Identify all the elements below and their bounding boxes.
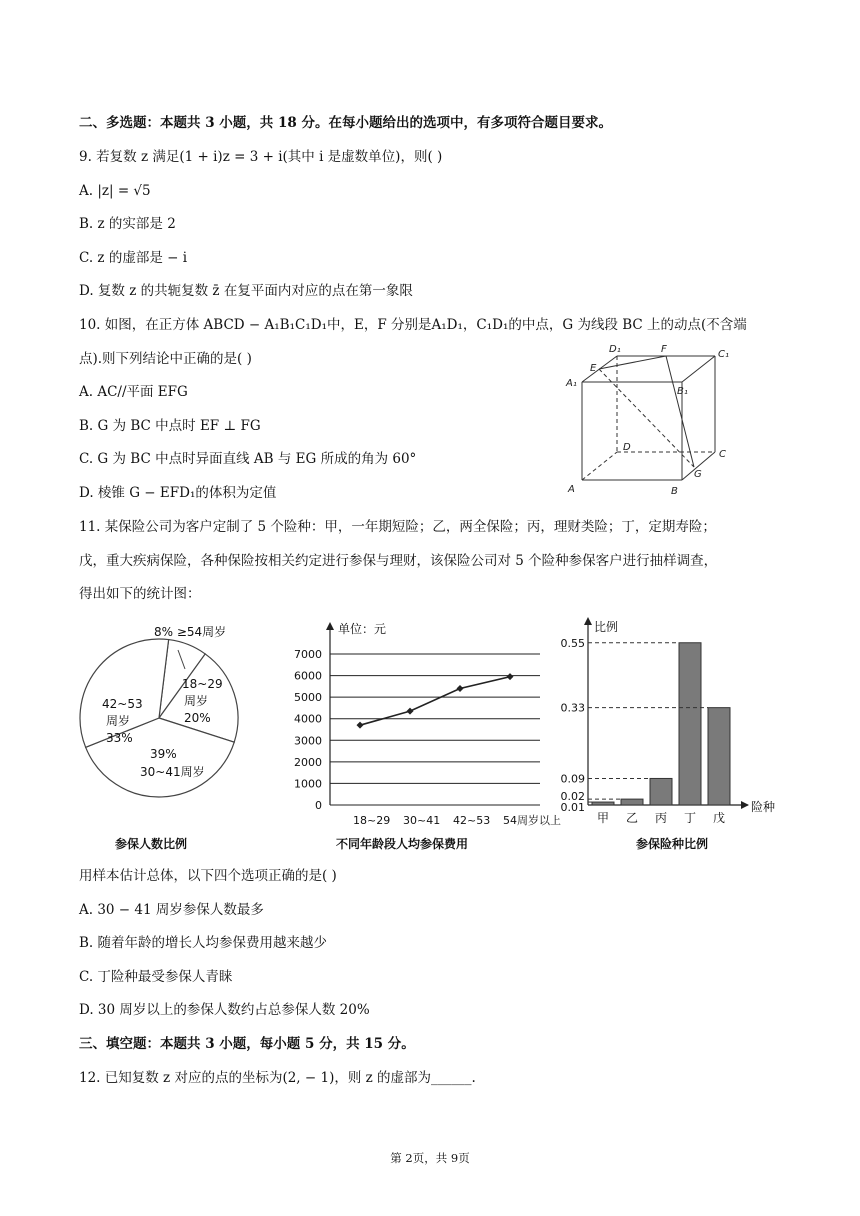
pie-label-30-41: 30~41周岁	[140, 765, 205, 779]
pie-label-54plus: 8% ≥54周岁	[154, 625, 227, 639]
bar-y-arrow	[584, 617, 592, 625]
cube-label-c1: C₁	[718, 349, 729, 360]
bar-x-arrow	[741, 801, 749, 809]
bar-x-tick-label: 丁	[683, 811, 697, 825]
q11-stem-line2: 戊，重大疾病保险，各种保险按相关约定进行参保与理财，该保险公司对 5 个险种参保客户进行抽样调查，	[79, 553, 718, 569]
q9-option-c: C. z 的虚部是 − i	[79, 250, 188, 266]
q11-option-c: C. 丁险种最受参保人青睐	[79, 969, 233, 985]
cube-label-a: A	[568, 484, 575, 495]
line-y-tick-label: 1000	[294, 777, 322, 791]
cube-label-d: D	[623, 442, 631, 453]
line-x-tick-label: 18~29	[353, 814, 391, 827]
bar-x-tick-label: 丙	[654, 811, 668, 825]
q12-stem: 12. 已知复数 z 对应的点的坐标为(2, − 1)，则 z 的虚部为______.	[79, 1070, 476, 1086]
pie-chart	[80, 618, 250, 818]
line-series	[360, 677, 510, 726]
cube-label-b1: B₁	[677, 386, 688, 397]
pie-chart-caption: 参保人数比例	[115, 837, 188, 851]
q9-option-b: B. z 的实部是 2	[79, 216, 176, 232]
pie-pct-18-29: 20%	[184, 711, 211, 725]
q11-option-d: D. 30 周岁以上的参保人数约占总参保人数 20%	[79, 1002, 370, 1018]
pie-label-42-53-unit: 周岁	[106, 714, 131, 728]
line-x-tick-label: 42~53	[453, 814, 491, 827]
q10-option-b: B. G 为 BC 中点时 EF ⊥ FG	[79, 418, 261, 434]
bar-x-tick-label: 乙	[625, 811, 639, 825]
q9-option-a: A. |z| = √5	[79, 183, 151, 199]
section-heading-fill-in: 三、填空题：本题共 3 小题，每小题 5 分，共 15 分。	[79, 1036, 415, 1052]
q11-option-a: A. 30 − 41 周岁参保人数最多	[79, 902, 264, 918]
q10-option-c: C. G 为 BC 中点时异面直线 AB 与 EG 所成的角为 60°	[79, 451, 417, 467]
section-heading-multiple-choice: 二、多选题：本题共 3 小题，共 18 分。在每小题给出的选项中，有多项符合题目要求。	[79, 115, 612, 131]
cube-label-c: C	[719, 449, 726, 460]
line-y-unit-label: 单位：元	[338, 622, 387, 636]
cube-label-g: G	[694, 469, 702, 480]
page-footer: 第 2页，共 9页	[390, 1151, 470, 1165]
bar-y-tick-label: 0.55	[560, 636, 585, 650]
line-point	[457, 685, 464, 692]
line-y-tick-label: 3000	[294, 734, 322, 748]
cube-label-a1: A₁	[566, 378, 577, 389]
q9-stem: 9. 若复数 z 满足(1 + i)z = 3 + i(其中 i 是虚数单位)，则( )	[79, 149, 443, 165]
bar-甲	[592, 802, 614, 805]
line-y-tick-label: 0	[315, 799, 322, 812]
line-y-arrow	[326, 622, 334, 630]
bar-y-tick-label: 0.33	[560, 701, 585, 715]
q11-stem-line1: 11. 某保险公司为客户定制了 5 个险种：甲，一年期短险；乙，两全保险；丙，理财类险；丁，定期寿险；	[79, 519, 716, 535]
line-y-tick-label: 2000	[294, 755, 322, 769]
pie-label-18-29-unit: 周岁	[184, 694, 209, 708]
line-point	[507, 673, 514, 680]
pie-pct-30-41: 39%	[150, 747, 177, 761]
cube-diagram	[560, 340, 740, 500]
line-x-tick-label: 30~41	[403, 814, 441, 827]
pie-label-42-53: 42~53	[102, 697, 143, 711]
bar-y-tick-label: 0.09	[560, 772, 585, 786]
q11-option-b: B. 随着年龄的增长人均参保费用越来越少	[79, 935, 328, 951]
line-x-tick-label: 54周岁以上	[503, 814, 561, 827]
pie-pct-42-53: 33%	[106, 731, 133, 745]
cube-label-e: E	[590, 363, 597, 374]
bar-chart	[560, 613, 785, 833]
line-y-tick-label: 4000	[294, 712, 322, 726]
line-point	[407, 708, 414, 715]
bar-x-tick-label: 戊	[712, 811, 726, 825]
bar-y-tick-label: 0.01	[560, 801, 585, 815]
bar-chart-caption: 参保险种比例	[636, 837, 709, 851]
bar-丁	[679, 643, 701, 805]
line-y-tick-label: 6000	[294, 669, 322, 683]
bar-丙	[650, 778, 672, 805]
bar-y-tick-label: 0.02	[560, 790, 585, 804]
q11-question: 用样本估计总体，以下四个选项正确的是( )	[79, 868, 337, 884]
line-chart-caption: 不同年龄段人均参保费用	[336, 837, 469, 851]
bar-y-axis-label: 比例	[594, 620, 619, 634]
pie-label-18-29: 18~29	[182, 677, 223, 691]
q10-option-d: D. 棱锥 G − EFD₁的体积为定值	[79, 485, 277, 501]
cube-label-d1: D₁	[609, 344, 621, 355]
q10-stem-line2: 点).则下列结论中正确的是( )	[79, 351, 252, 367]
cube-label-f: F	[661, 344, 667, 355]
bar-x-axis-label: 险种	[751, 800, 776, 814]
q10-stem-line1: 10. 如图，在正方体 ABCD − A₁B₁C₁D₁中，E，F 分别是A₁D₁，C₁D₁的中点，G 为线段 BC 上的动点(不含端	[79, 317, 747, 333]
cube-label-b: B	[671, 486, 678, 497]
bar-x-tick-label: 甲	[596, 811, 610, 825]
bar-戊	[708, 708, 730, 805]
q11-stem-line3: 得出如下的统计图：	[79, 586, 201, 602]
line-y-tick-label: 5000	[294, 691, 322, 705]
q9-option-d: D. 复数 z 的共轭复数 z̄ 在复平面内对应的点在第一象限	[79, 283, 413, 299]
line-y-tick-label: 7000	[294, 648, 322, 661]
line-point	[357, 722, 364, 729]
line-chart	[290, 618, 561, 833]
bar-乙	[621, 799, 643, 805]
q10-option-a: A. AC//平面 EFG	[79, 384, 188, 400]
